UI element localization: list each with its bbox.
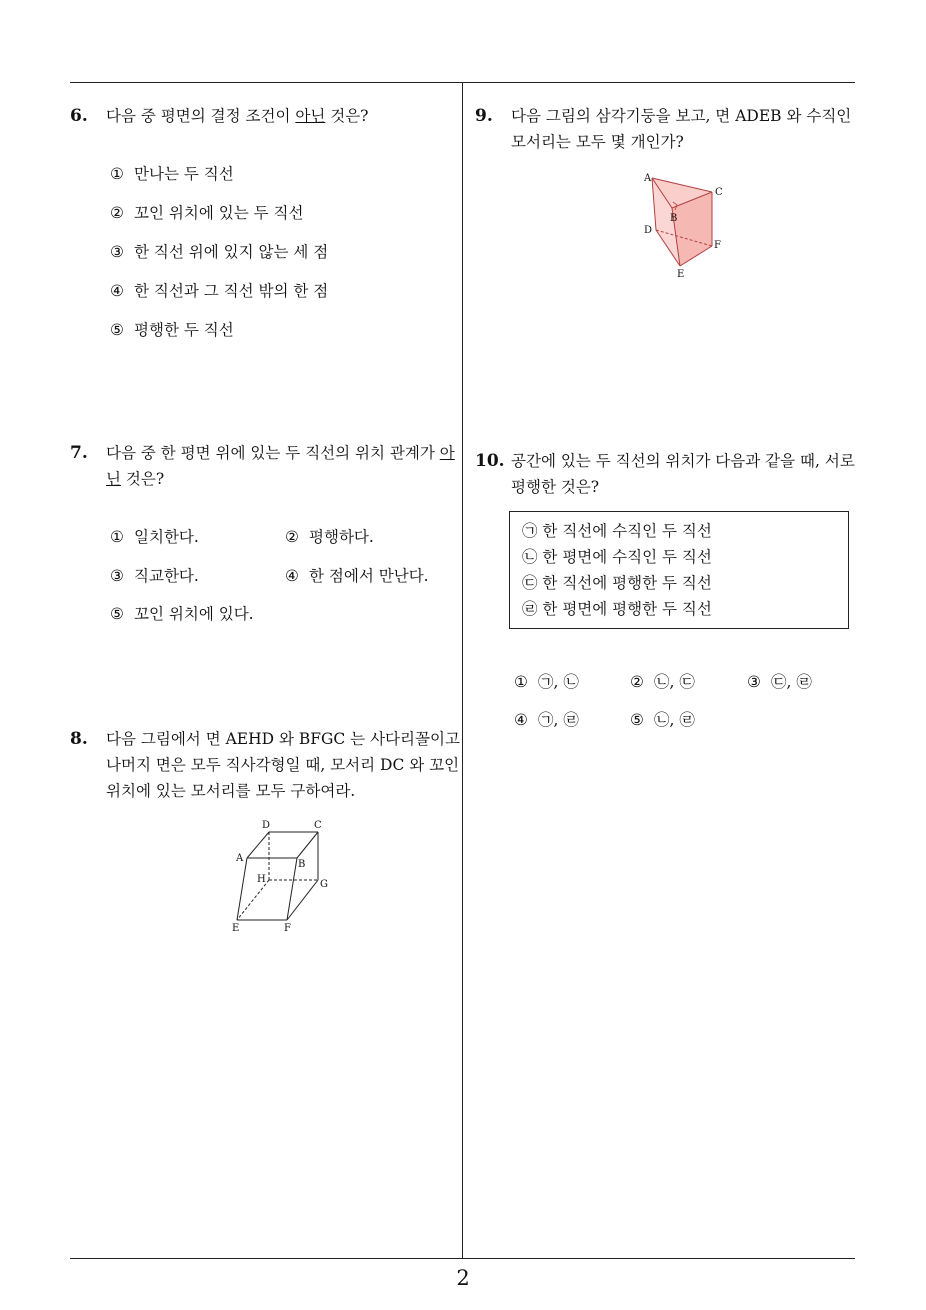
label-F: F (284, 923, 291, 934)
edge-BF (287, 858, 297, 920)
question-number: 8. (70, 729, 88, 749)
bottom-rule (70, 1258, 855, 1259)
choice-5[interactable]: ⑤ ㉡, ㉣ (630, 711, 695, 729)
edge-DA (247, 832, 269, 858)
edge-CB (297, 832, 318, 858)
choice-4[interactable]: ④ ㉠, ㉣ (514, 711, 579, 729)
edge-HE (237, 880, 269, 920)
choice-1[interactable]: ① ㉠, ㉡ (514, 673, 579, 691)
choice-2[interactable]: ② 평행하다. (285, 528, 374, 546)
question-number: 6. (70, 106, 88, 126)
edge-AE (237, 858, 247, 920)
statement-4: ㉣ 한 평면에 평행한 두 직선 (522, 600, 712, 618)
statement-2: ㉡ 한 평면에 수직인 두 직선 (522, 548, 712, 566)
choice-2[interactable]: ② ㉡, ㉢ (630, 673, 695, 691)
underlined-word: 아닌 (295, 107, 326, 125)
question-9 (475, 103, 860, 155)
edge-GF (287, 880, 318, 920)
cuboid-figure (222, 816, 342, 936)
choice-1[interactable]: ① 만나는 두 직선 (110, 165, 234, 183)
label-A: A (644, 173, 652, 184)
choice-2[interactable]: ② 꼬인 위치에 있는 두 직선 (110, 204, 304, 222)
choice-5[interactable]: ⑤ 꼬인 위치에 있다. (110, 605, 254, 623)
choice-3[interactable]: ③ 직교한다. (110, 567, 199, 585)
choice-1[interactable]: ① 일치한다. (110, 528, 199, 546)
label-G: G (320, 879, 328, 890)
question-text: 다음 그림의 삼각기둥을 보고, 면 ADEB 와 수직인 모서리는 모두 몇 개인가? (511, 107, 852, 151)
label-H: H (257, 874, 266, 885)
choice-3[interactable]: ③ ㉢, ㉣ (747, 673, 812, 691)
choice-4[interactable]: ④ 한 점에서 만난다. (285, 567, 429, 585)
question-number: 7. (70, 443, 88, 463)
label-D: D (644, 225, 653, 236)
question-number: 9. (475, 106, 493, 126)
label-C: C (314, 820, 322, 831)
question-text: 공간에 있는 두 직선의 위치가 다음과 같을 때, 서로 평행한 것은? (511, 452, 855, 496)
question-7 (70, 440, 460, 492)
choice-4[interactable]: ④ 한 직선과 그 직선 밖의 한 점 (110, 282, 329, 300)
statement-3: ㉢ 한 직선에 평행한 두 직선 (522, 574, 712, 592)
page-number: 2 (456, 1266, 470, 1290)
statement-box (509, 511, 849, 629)
label-F: F (714, 240, 721, 251)
choice-5[interactable]: ⑤ 평행한 두 직선 (110, 321, 234, 339)
label-E: E (232, 923, 240, 934)
label-E: E (677, 269, 685, 280)
question-text: 다음 중 평면의 결정 조건이 아닌 것은? (106, 107, 369, 125)
label-A: A (236, 853, 244, 864)
label-C: C (715, 187, 723, 198)
choice-3[interactable]: ③ 한 직선 위에 있지 않는 세 점 (110, 243, 329, 261)
prism-figure (640, 170, 730, 282)
question-6 (70, 103, 460, 129)
label-B: B (670, 213, 678, 224)
underlined-word: 아닌 (106, 444, 455, 488)
label-D: D (262, 820, 271, 831)
statement-1: ㉠ 한 직선에 수직인 두 직선 (522, 522, 712, 540)
question-number: 10. (475, 451, 505, 471)
column-divider (462, 82, 463, 1258)
question-8 (70, 726, 460, 804)
label-B: B (298, 859, 306, 870)
question-10 (475, 448, 860, 500)
question-text: 다음 중 한 평면 위에 있는 두 직선의 위치 관계가 아닌 것은? (106, 444, 455, 488)
question-text: 다음 그림에서 면 AEHD 와 BFGC 는 사다리꼴이고 나머지 면은 모두 직사각형일 때, 모서리 DC 와 꼬인 위치에 있는 모서리를 모두 구하여라. (106, 730, 460, 800)
